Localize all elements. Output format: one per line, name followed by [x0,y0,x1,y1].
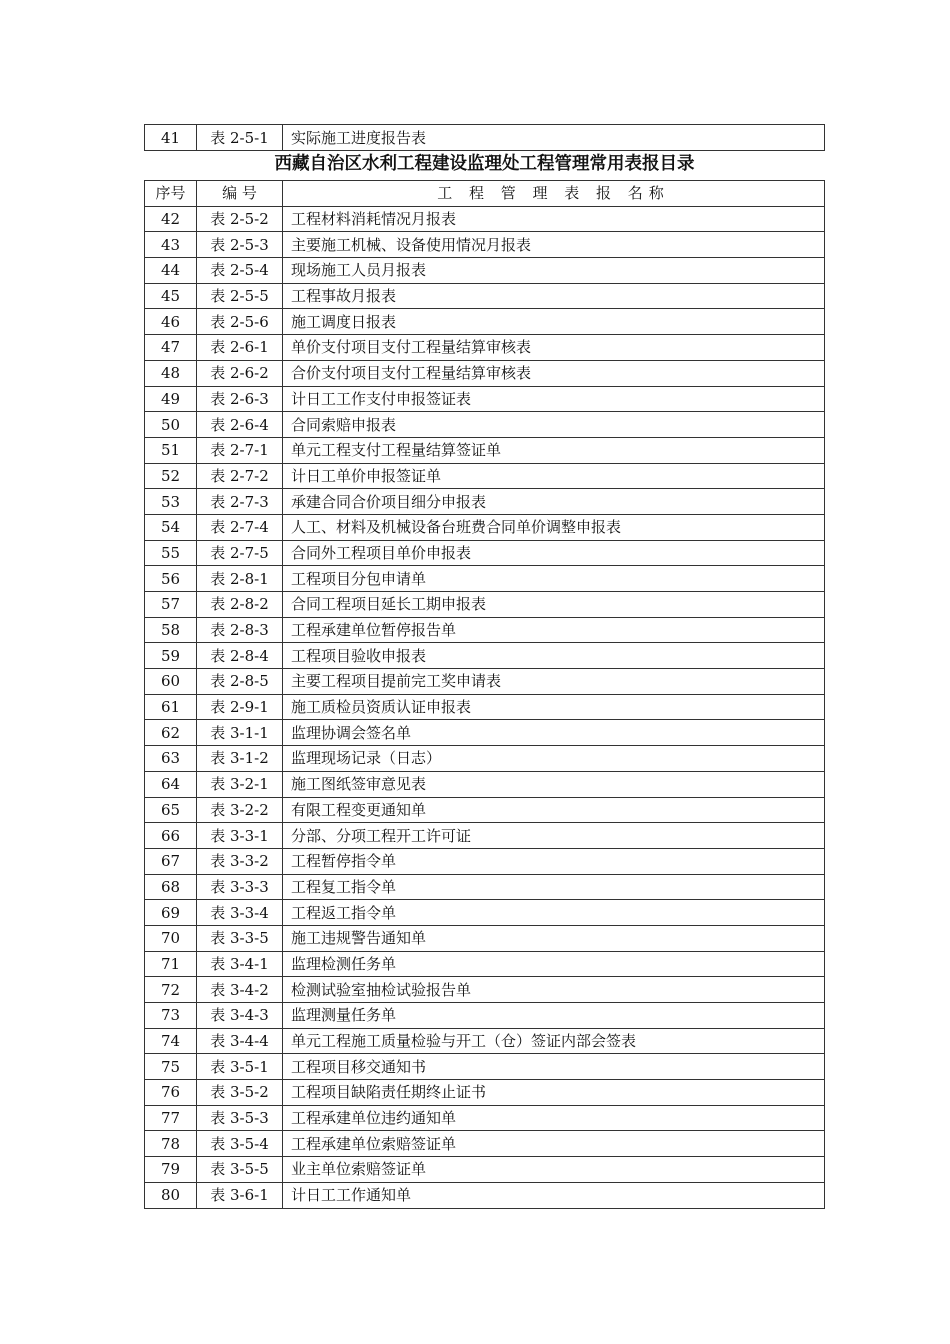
form-name: 工程承建单位违约通知单 [283,1105,825,1131]
form-code: 表 2-7-2 [197,463,283,489]
form-code: 表 3-5-5 [197,1157,283,1183]
table-row [145,669,825,695]
row-number: 45 [145,283,197,309]
table-row [145,258,825,284]
form-name: 监理测量任务单 [283,1003,825,1029]
row-number: 54 [145,514,197,540]
form-name: 主要工程项目提前完工奖申请表 [283,669,825,695]
form-name: 施工调度日报表 [283,309,825,335]
table-row [145,1080,825,1106]
row-number: 74 [145,1028,197,1054]
row-number: 60 [145,669,197,695]
table-row [145,617,825,643]
form-catalog-table [144,180,825,1209]
form-name: 工程承建单位暂停报告单 [283,617,825,643]
form-code: 表 2-5-6 [197,309,283,335]
form-code: 表 3-6-1 [197,1182,283,1208]
form-name: 工程项目缺陷责任期终止证书 [283,1080,825,1106]
row-number: 58 [145,617,197,643]
table-row [145,335,825,361]
table-row [145,823,825,849]
form-code: 表 3-2-2 [197,797,283,823]
row-number: 55 [145,540,197,566]
table-row [145,1003,825,1029]
form-code: 表 3-5-2 [197,1080,283,1106]
form-name: 单价支付项目支付工程量结算审核表 [283,335,825,361]
form-code: 表 3-3-5 [197,925,283,951]
form-name: 合同索赔申报表 [283,412,825,438]
form-code: 表 2-7-1 [197,437,283,463]
table-row [145,386,825,412]
form-code: 表 2-6-4 [197,412,283,438]
form-name: 工程项目验收申报表 [283,643,825,669]
form-name: 现场施工人员月报表 [283,258,825,284]
form-name: 工程承建单位索赔签证单 [283,1131,825,1157]
table-row [145,489,825,515]
form-name: 合同外工程项目单价申报表 [283,540,825,566]
row-number: 71 [145,951,197,977]
table-row [145,720,825,746]
form-code: 表 3-5-1 [197,1054,283,1080]
form-code: 表 3-1-1 [197,720,283,746]
form-name: 工程项目分包申请单 [283,566,825,592]
form-code: 表 2-7-5 [197,540,283,566]
table-row [145,463,825,489]
table-row [145,643,825,669]
header-code: 编 号 [197,181,283,207]
row-number: 56 [145,566,197,592]
form-code: 表 2-8-1 [197,566,283,592]
form-code: 表 2-6-2 [197,360,283,386]
table-header-row [145,181,825,207]
form-name: 单元工程施工质量检验与开工（仓）签证内部会签表 [283,1028,825,1054]
row-number: 53 [145,489,197,515]
form-code: 表 3-4-2 [197,977,283,1003]
row-number: 65 [145,797,197,823]
form-code: 表 2-9-1 [197,694,283,720]
form-code: 表 2-8-2 [197,592,283,618]
form-code: 表 2-5-1 [197,125,283,151]
form-code: 表 2-5-5 [197,283,283,309]
row-number: 47 [145,335,197,361]
row-number: 77 [145,1105,197,1131]
form-code: 表 2-7-3 [197,489,283,515]
table-row [145,566,825,592]
row-number: 49 [145,386,197,412]
row-number: 78 [145,1131,197,1157]
row-number: 43 [145,232,197,258]
form-name: 工程返工指令单 [283,900,825,926]
form-name: 分部、分项工程开工许可证 [283,823,825,849]
table-row [145,412,825,438]
form-code: 表 3-4-1 [197,951,283,977]
form-code: 表 2-7-4 [197,514,283,540]
table-row [145,1054,825,1080]
form-name: 单元工程支付工程量结算签证单 [283,437,825,463]
table-row [145,1131,825,1157]
row-number: 61 [145,694,197,720]
table-row [145,874,825,900]
row-number: 42 [145,206,197,232]
form-code: 表 3-5-3 [197,1105,283,1131]
form-name: 工程复工指令单 [283,874,825,900]
form-name: 施工图纸签审意见表 [283,771,825,797]
row-number: 50 [145,412,197,438]
form-code: 表 3-4-3 [197,1003,283,1029]
row-number: 75 [145,1054,197,1080]
form-name: 计日工工作通知单 [283,1182,825,1208]
form-code: 表 2-8-3 [197,617,283,643]
form-code: 表 2-6-1 [197,335,283,361]
form-name: 施工违规警告通知单 [283,925,825,951]
table-row [145,848,825,874]
table-row [145,283,825,309]
form-code: 表 2-5-4 [197,258,283,284]
form-name: 主要施工机械、设备使用情况月报表 [283,232,825,258]
row-number: 62 [145,720,197,746]
row-number: 46 [145,309,197,335]
table-row [145,694,825,720]
form-code: 表 2-5-3 [197,232,283,258]
form-code: 表 3-5-4 [197,1131,283,1157]
table-row [145,797,825,823]
table-row [145,746,825,772]
table-row [145,771,825,797]
row-number: 69 [145,900,197,926]
row-number: 57 [145,592,197,618]
form-name: 工程事故月报表 [283,283,825,309]
form-code: 表 3-3-3 [197,874,283,900]
form-name: 检测试验室抽检试验报告单 [283,977,825,1003]
form-code: 表 2-8-4 [197,643,283,669]
table-row [145,540,825,566]
form-code: 表 3-4-4 [197,1028,283,1054]
row-number: 72 [145,977,197,1003]
row-number: 41 [145,125,197,151]
continued-table [144,124,825,151]
table-row [145,437,825,463]
table-row [145,360,825,386]
table-row [145,1182,825,1208]
form-code: 表 3-1-2 [197,746,283,772]
table-row [145,309,825,335]
row-number: 66 [145,823,197,849]
table-row [145,125,825,151]
row-number: 59 [145,643,197,669]
row-number: 67 [145,848,197,874]
table-row [145,925,825,951]
form-code: 表 2-6-3 [197,386,283,412]
page-title: 西藏自治区水利工程建设监理处工程管理常用表报目录 [274,154,695,174]
table-row [145,900,825,926]
table-row [145,1028,825,1054]
form-name: 工程项目移交通知书 [283,1054,825,1080]
table-row [145,977,825,1003]
row-number: 51 [145,437,197,463]
form-name: 计日工单价申报签证单 [283,463,825,489]
form-name: 监理协调会签名单 [283,720,825,746]
row-number: 79 [145,1157,197,1183]
row-number: 68 [145,874,197,900]
form-name: 合价支付项目支付工程量结算审核表 [283,360,825,386]
table-row [145,1105,825,1131]
row-number: 76 [145,1080,197,1106]
form-name: 监理现场记录（日志） [283,746,825,772]
row-number: 73 [145,1003,197,1029]
form-name: 人工、材料及机械设备台班费合同单价调整申报表 [283,514,825,540]
header-name: 工 程 管 理 表 报 名称 [283,181,825,207]
row-number: 44 [145,258,197,284]
row-number: 48 [145,360,197,386]
row-number: 63 [145,746,197,772]
row-number: 80 [145,1182,197,1208]
form-name: 计日工工作支付申报签证表 [283,386,825,412]
header-number: 序号 [145,181,197,207]
form-name: 实际施工进度报告表 [283,125,825,151]
form-code: 表 2-5-2 [197,206,283,232]
form-code: 表 3-3-2 [197,848,283,874]
table-row [145,951,825,977]
row-number: 70 [145,925,197,951]
form-name: 承建合同合价项目细分申报表 [283,489,825,515]
form-code: 表 3-2-1 [197,771,283,797]
table-row [145,1157,825,1183]
form-name: 有限工程变更通知单 [283,797,825,823]
table-row [145,592,825,618]
table-row [145,232,825,258]
row-number: 52 [145,463,197,489]
form-name: 合同工程项目延长工期申报表 [283,592,825,618]
form-code: 表 2-8-5 [197,669,283,695]
form-name: 业主单位索赔签证单 [283,1157,825,1183]
form-code: 表 3-3-1 [197,823,283,849]
form-name: 监理检测任务单 [283,951,825,977]
form-name: 工程暂停指令单 [283,848,825,874]
row-number: 64 [145,771,197,797]
table-row [145,206,825,232]
form-name: 工程材料消耗情况月报表 [283,206,825,232]
form-name: 施工质检员资质认证申报表 [283,694,825,720]
form-code: 表 3-3-4 [197,900,283,926]
table-row [145,514,825,540]
